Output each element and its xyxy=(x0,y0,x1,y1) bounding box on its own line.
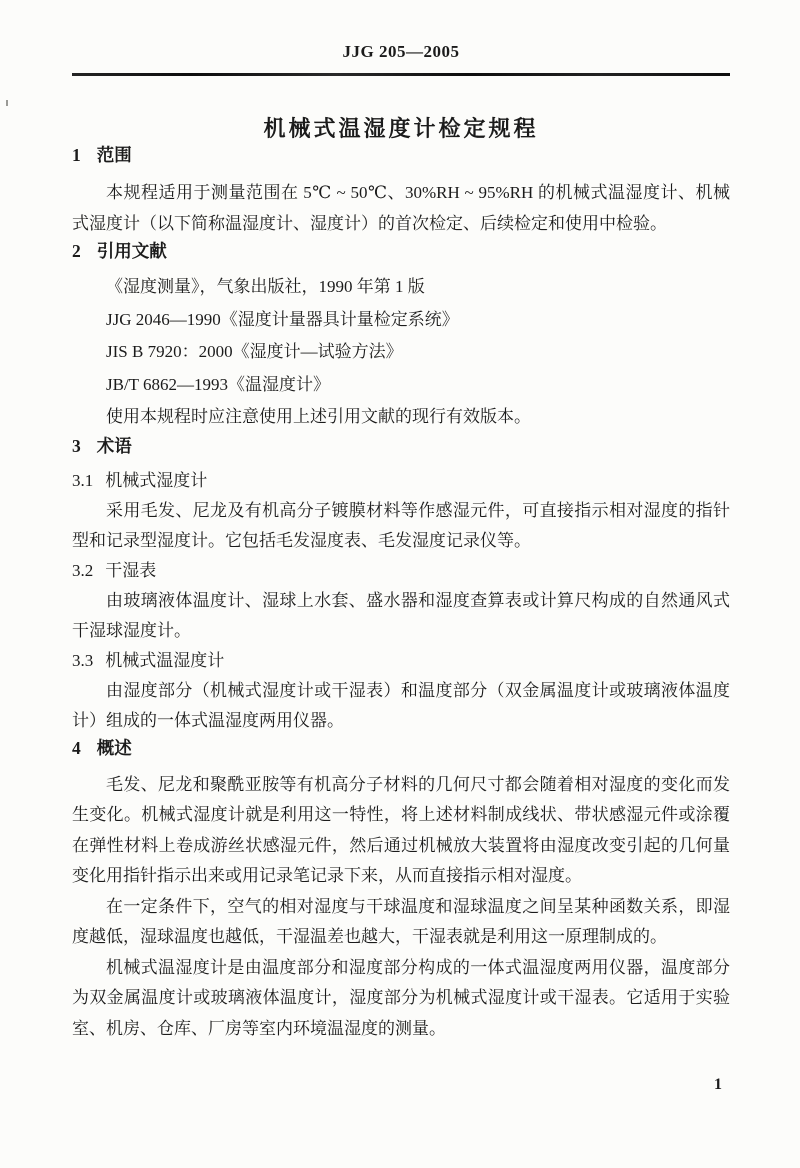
overview-paragraph: 毛发、尼龙和聚酰亚胺等有机高分子材料的几何尺寸都会随着相对湿度的变化而发生变化。机械式湿度计就是利用这一特性，将上述材料制成线状、带状感湿元件或涂覆在弹性材料上卷成游丝状感湿元件，然后通过机械放大装置将由湿度改变引起的几何量变化用指针指示出来或用记录笔记录下来，从而直接指示相对湿度。 xyxy=(72,774,730,885)
section-scope xyxy=(72,143,730,239)
term-title: 干湿表 xyxy=(105,560,157,580)
term-number: 3.3 xyxy=(72,650,94,670)
term-definition: 由玻璃液体温度计、湿球上水套、盛水器和湿度查算表或计算尺构成的自然通风式干湿球湿度计。 xyxy=(72,590,730,640)
section-title: 引用文献 xyxy=(96,241,167,261)
reference-line: JJG 2046—1990《湿度计量器具计量检定系统》 xyxy=(106,309,459,329)
header-rule xyxy=(72,73,730,76)
reference-line: JIS B 7920：2000《湿度计—试验方法》 xyxy=(106,342,403,361)
page-number: 1 xyxy=(714,1076,722,1093)
term-number: 3.1 xyxy=(72,470,94,490)
section-references xyxy=(72,239,730,434)
scope-paragraph: 本规程适用于测量范围在 5℃ ~ 50℃、30%RH ~ 95%RH 的机械式温湿度计、机械式湿度计（以下简称温湿度计、湿度计）的首次检定、后续检定和使用中检验。 xyxy=(72,183,730,233)
term-title: 机械式湿度计 xyxy=(105,470,208,490)
term-heading xyxy=(72,556,730,586)
reference-line: JB/T 6862—1993《温湿度计》 xyxy=(106,374,331,394)
section-heading-references xyxy=(72,239,730,263)
section-number: 3 xyxy=(72,435,81,456)
section-number: 1 xyxy=(72,145,81,165)
reference-line: 《湿度测量》，气象出版社，1990 年第 1 版 xyxy=(106,277,425,296)
document-title: 机械式温湿度计检定规程 xyxy=(263,116,539,141)
section-heading-terms xyxy=(72,434,730,458)
term-heading xyxy=(72,466,730,496)
reference-note: 使用本规程时应注意使用上述引用文献的现行有效版本。 xyxy=(106,407,531,426)
term-definition: 采用毛发、尼龙及有机高分子镀膜材料等作感湿元件，可直接指示相对湿度的指针型和记录型湿度计。它包括毛发湿度表、毛发湿度记录仪等。 xyxy=(72,500,730,550)
section-heading-overview xyxy=(72,736,730,760)
term-number: 3.2 xyxy=(72,560,94,580)
section-overview xyxy=(72,736,730,1045)
term-heading xyxy=(72,646,730,676)
scan-artifact xyxy=(6,100,8,106)
section-title: 术语 xyxy=(96,435,132,456)
term-definition: 由湿度部分（机械式湿度计或干湿表）和温度部分（双金属温度计或玻璃液体温度计）组成的一体式温湿度两用仪器。 xyxy=(72,680,730,730)
section-title: 概述 xyxy=(96,737,132,758)
term-title: 机械式温湿度计 xyxy=(105,650,225,670)
section-heading-scope xyxy=(72,143,730,167)
section-title: 范围 xyxy=(96,145,132,165)
section-number: 4 xyxy=(72,737,81,758)
term-list xyxy=(72,466,730,736)
section-terms xyxy=(72,434,730,736)
overview-paragraph: 机械式温湿度计是由温度部分和湿度部分构成的一体式温湿度两用仪器，温度部分为双金属温度计或玻璃液体温度计，湿度部分为机械式湿度计或干湿表。它适用于实验室、机房、仓库、厂房等室内环境温湿度的测量。 xyxy=(72,957,730,1038)
reference-list xyxy=(72,271,730,434)
overview-paragraph: 在一定条件下，空气的相对湿度与干球温度和湿球温度之间呈某种函数关系，即湿度越低，湿球温度也越低，干湿温差也越大，干湿表就是利用这一原理制成的。 xyxy=(72,896,730,946)
section-number: 2 xyxy=(72,241,81,261)
document-code: JJG 205—2005 xyxy=(342,42,460,61)
